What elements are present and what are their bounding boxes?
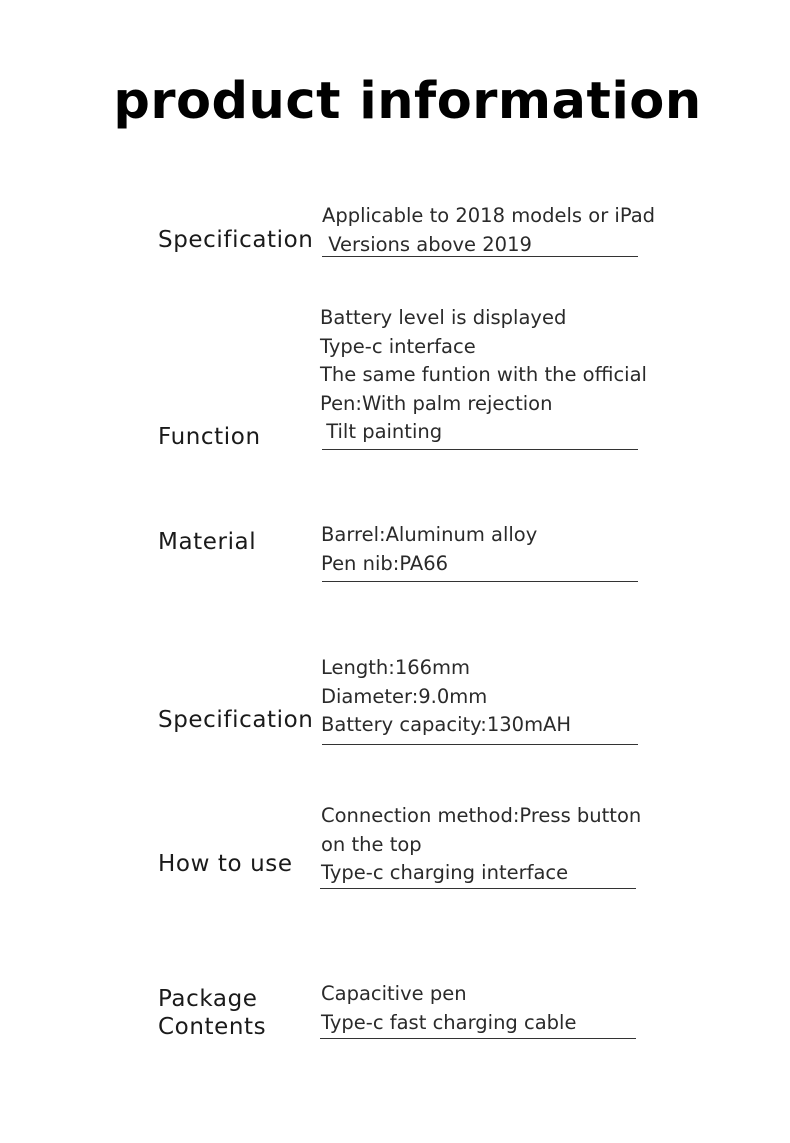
section-value-dimensions <box>321 654 571 740</box>
value-line: Length:166mm <box>321 656 471 679</box>
value-line: Applicable to 2018 models or iPad <box>322 204 656 227</box>
section-value-package-contents <box>321 980 576 1037</box>
section-value-how-to-use <box>321 802 641 888</box>
section-label-package-contents <box>158 985 266 1041</box>
section-label-how-to-use: How to use <box>158 851 293 877</box>
value-line: Versions above 2019 <box>322 232 532 256</box>
value-line: Connection method:Press button <box>321 804 642 827</box>
value-line: on the top <box>321 832 422 856</box>
page-title: product information <box>113 72 702 131</box>
label-line: Contents <box>158 1014 267 1040</box>
section-label-specification: Specification <box>158 227 314 253</box>
divider-line <box>322 581 638 582</box>
divider-line <box>320 888 636 889</box>
value-line: The same funtion with the official <box>320 363 647 386</box>
value-line: Pen nib:PA66 <box>321 551 449 575</box>
value-line: Battery level is displayed <box>320 306 567 329</box>
section-value-material <box>321 521 537 578</box>
section-label-specification-2: Specification <box>158 707 314 733</box>
value-line: Type-c charging interface <box>321 861 569 884</box>
value-line: Pen:With palm rejection <box>320 391 553 415</box>
divider-line <box>322 449 638 450</box>
label-line: Package <box>158 986 258 1012</box>
section-value-specification <box>322 202 655 259</box>
divider-line <box>322 256 638 257</box>
section-value-function <box>320 304 647 447</box>
value-line: Tilt painting <box>320 420 443 443</box>
divider-line <box>322 744 638 745</box>
value-line: Capacitive pen <box>321 982 467 1005</box>
section-label-material: Material <box>158 529 257 555</box>
value-line: Type-c interface <box>320 334 476 358</box>
divider-line <box>320 1038 636 1039</box>
value-line: Diameter:9.0mm <box>321 684 488 708</box>
value-line: Type-c fast charging cable <box>321 1010 577 1034</box>
value-line: Barrel:Aluminum alloy <box>321 523 538 546</box>
value-line: Battery capacity:130mAH <box>321 713 572 736</box>
section-label-function: Function <box>158 424 261 450</box>
